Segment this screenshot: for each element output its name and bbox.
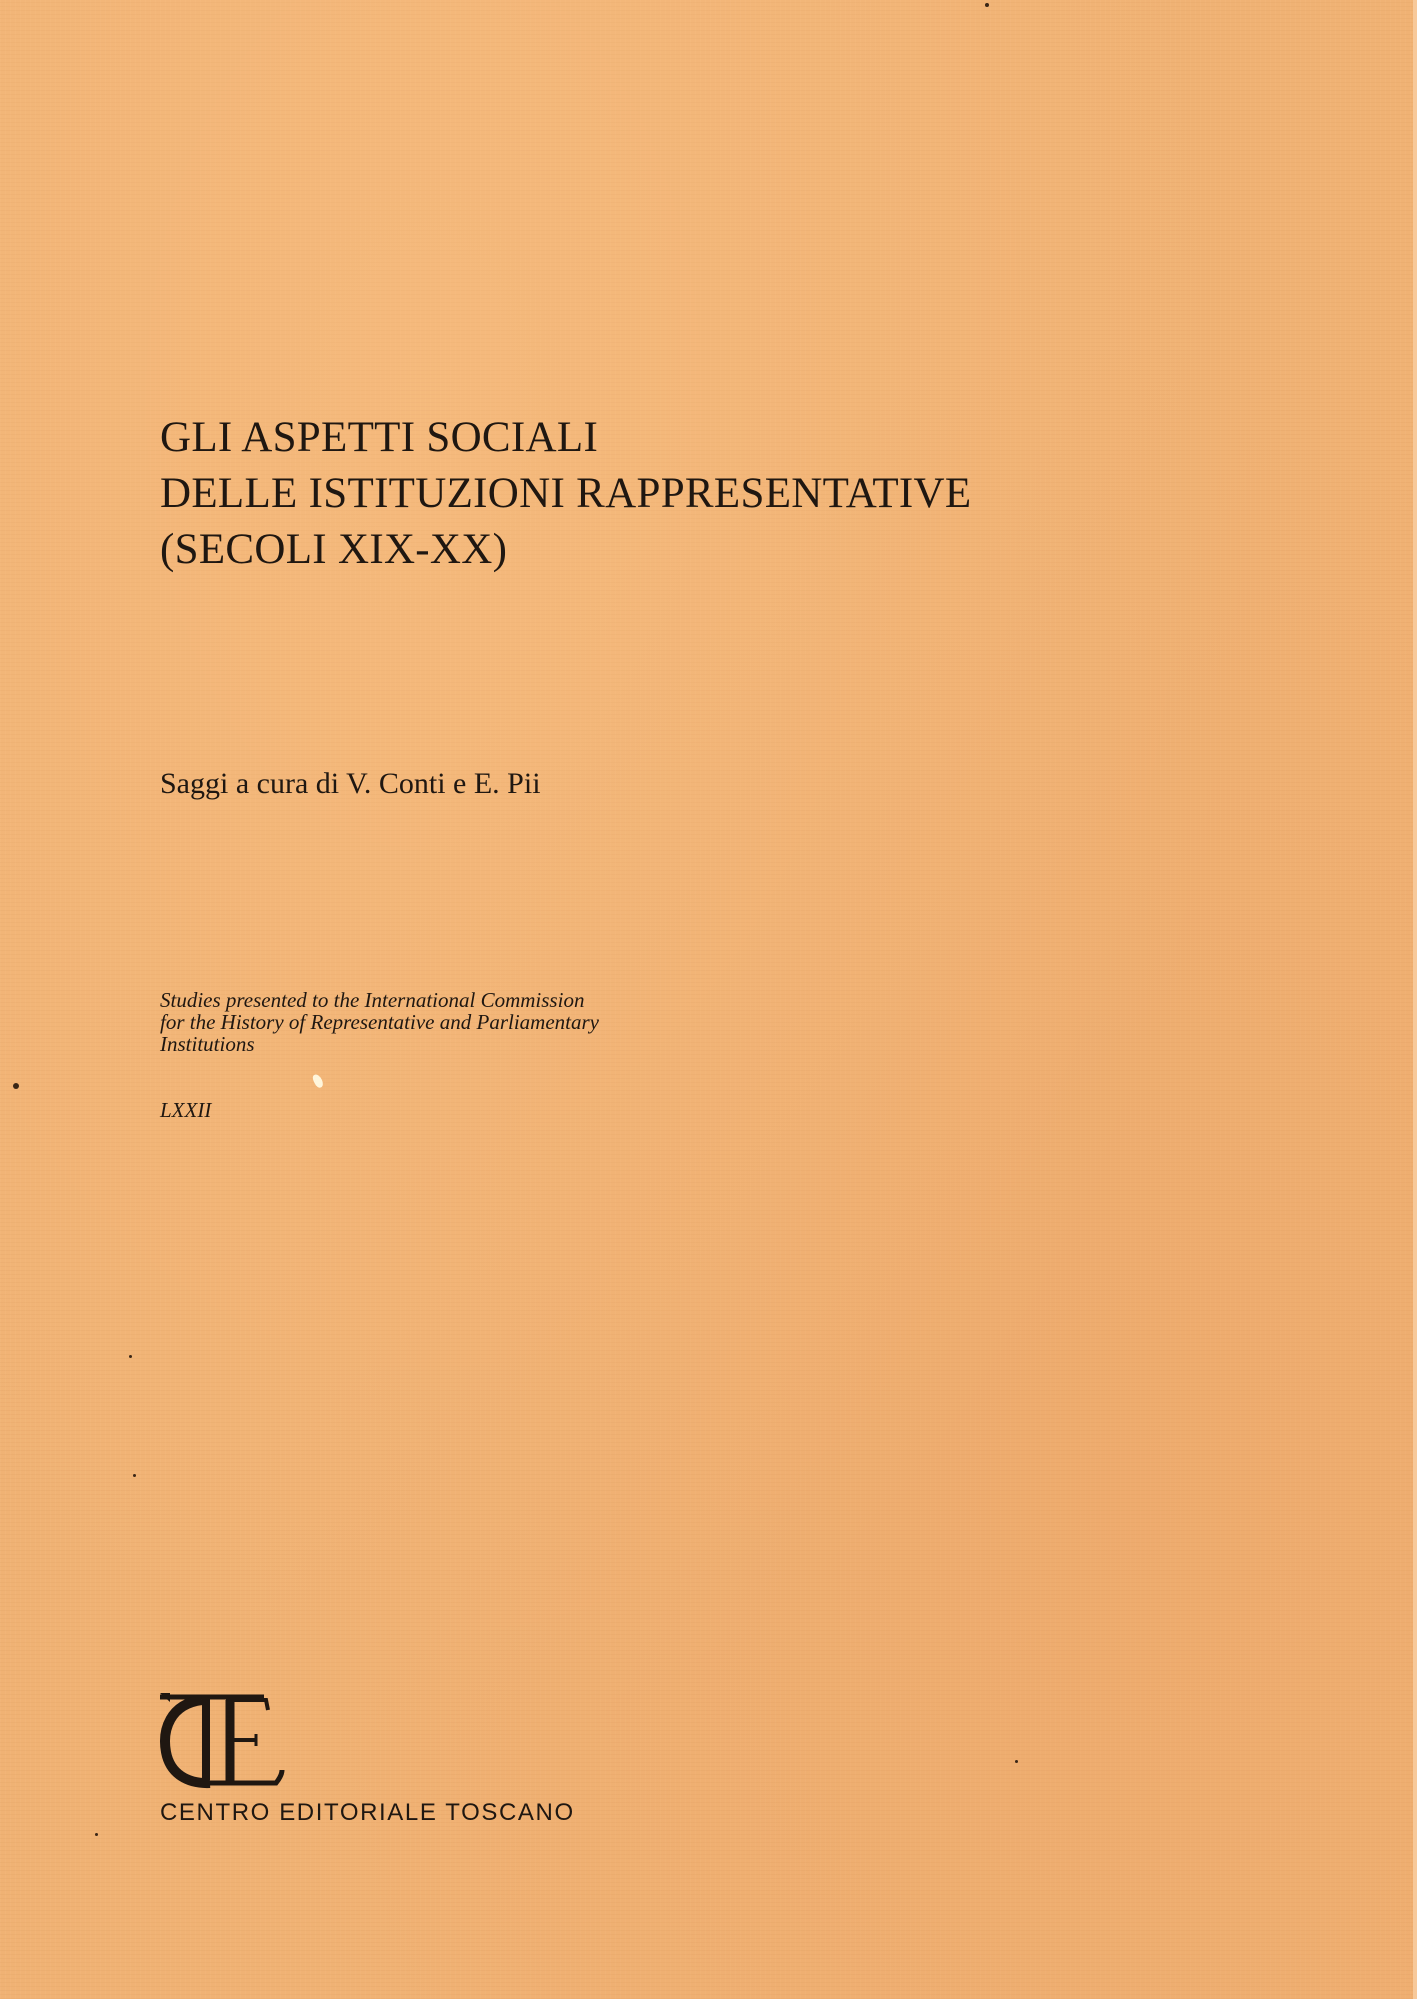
title-line: GLI ASPETTI SOCIALI: [160, 414, 599, 461]
paper-speck: [13, 1083, 19, 1089]
publisher-monogram-logo: [156, 1690, 286, 1790]
publisher-name: CENTRO EDITORIALE TOSCANO: [160, 1799, 575, 1826]
paper-speck: [985, 3, 989, 7]
book-title: [160, 410, 971, 578]
series-line: for the History of Representative and Parliamentary: [160, 1010, 599, 1034]
series-line: Institutions: [160, 1032, 255, 1056]
paper-speck: [95, 1833, 98, 1836]
title-line: (SECOLI XIX-XX): [160, 526, 508, 573]
paper-fleck: [311, 1073, 324, 1089]
series-statement: [160, 989, 599, 1055]
series-line: Studies presented to the International Commission: [160, 988, 585, 1012]
paper-speck: [1015, 1760, 1018, 1763]
title-line: DELLE ISTITUZIONI RAPPRESENTATIVE: [160, 470, 972, 517]
paper-speck: [129, 1355, 132, 1358]
paper-speck: [133, 1474, 136, 1477]
editors-line: Saggi a cura di V. Conti e E. Pii: [160, 767, 541, 800]
volume-number: LXXII: [160, 1098, 212, 1122]
